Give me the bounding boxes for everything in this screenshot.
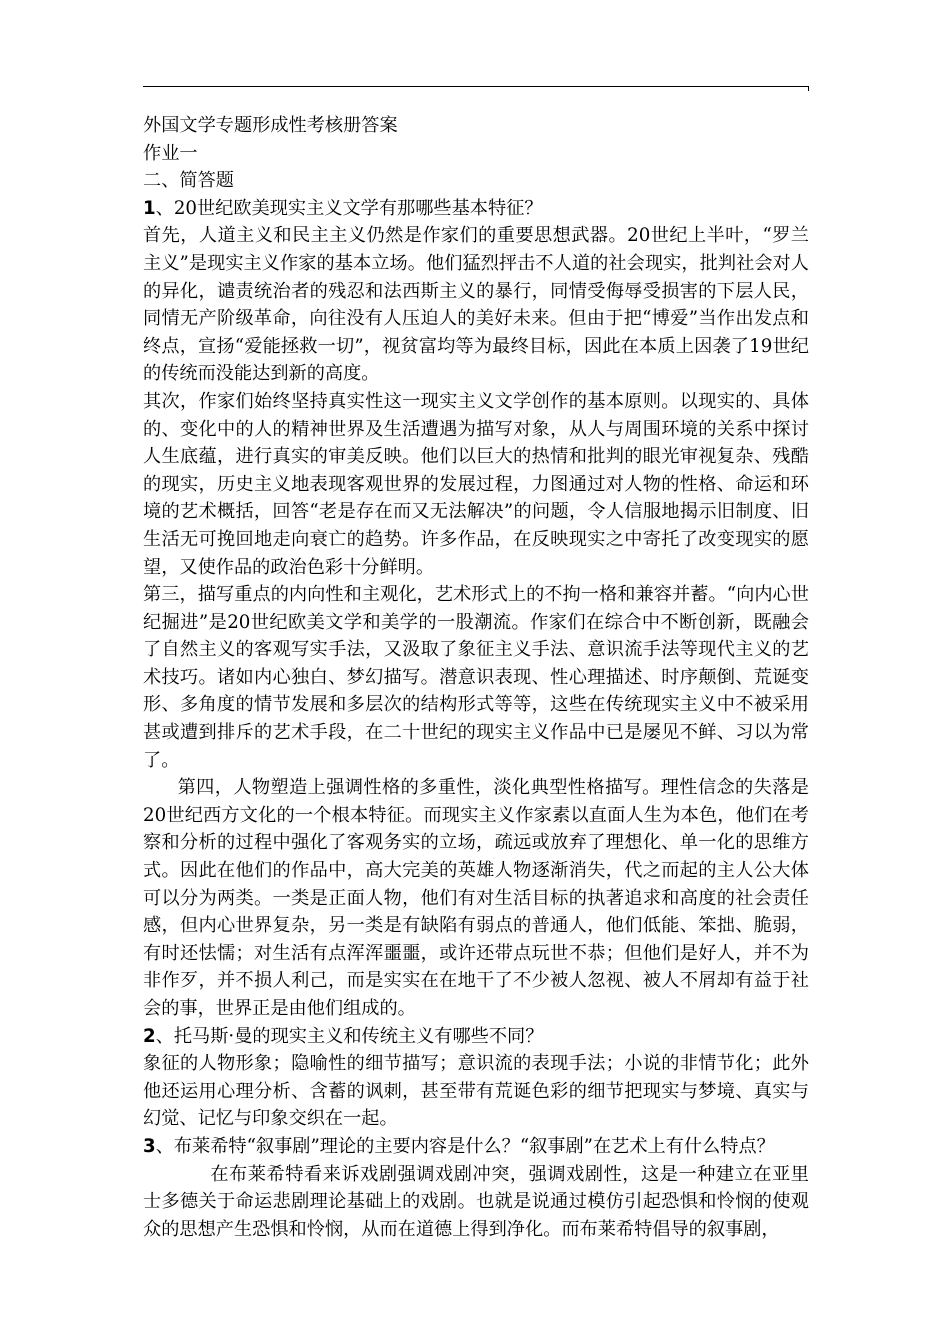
question-1 xyxy=(143,195,809,223)
document-title: 外国文学专题形成性考核册答案 xyxy=(143,115,398,136)
answer-paragraph: 首先，人道主义和民主主义仍然是作家们的重要思想武器。20世纪上半叶，“罗兰主义”是现实主义作家的基本立场。他们猛烈抨击不人道的社会现实，批判社会对人的异化，谴责统治者的残忍和法西斯主义的暴行，同情受侮辱受损害的下层人民，同情无产阶级革命，向往没有人压迫人的美好未来。但由于把“博爱”当作出发点和终点，宣扬“爱能拯救一切”，视贫富均等为最终目标，因此在本质上因袭了19世纪的传统而没能达到新的高度。 xyxy=(143,225,809,385)
document-body xyxy=(143,112,809,1243)
section-heading: 二、简答题 xyxy=(143,170,234,192)
answer-paragraph: 在布莱希特看来诉戏剧强调戏剧冲突，强调戏剧性，这是一种建立在亚里士多德关于命运悲剧理论基础上的戏剧。也就是说通过模仿引起恐惧和怜悯的使观众的思想产生恐惧和怜悯，从而在道德上得到净化。而布莱希特倡导的叙事剧， xyxy=(143,1163,809,1240)
question-number: 1 xyxy=(143,197,156,219)
header-rule xyxy=(143,86,809,87)
answer-paragraph: 第四，人物塑造上强调性格的多重性，淡化典型性格描写。理性信念的失落是20世纪西方文化的一个根本特征。而现实主义作家素以直面人生为本色，他们在考察和分析的过程中强化了客观务实的立场，疏远或放弃了理想化、单一化的思维方式。因此在他们的作品中，高大完美的英雄人物逐渐消失，代之而起的主人公大体可以分为两类。一类是正面人物，他们有对生活目标的执著追求和高度的社会责任感，但内心世界复杂，另一类是有缺陷有弱点的普通人，他们低能、笨拙、脆弱，有时还怯懦；对生活有点浑浑噩噩，或许还带点玩世不恭；但他们是好人，并不为非作歹，并不损人利己，而是实实在在地干了不少被人忽视、被人不屑却有益于社会的事，世界正是由他们组成的。 xyxy=(143,777,809,1019)
question-number: 3 xyxy=(143,1135,156,1157)
question-text: 、布莱希特“叙事剧”理论的主要内容是什么？“叙事剧”在艺术上有什么特点？ xyxy=(155,1135,775,1157)
question-3 xyxy=(143,1133,809,1161)
question-2 xyxy=(143,1023,809,1051)
assignment-label: 作业一 xyxy=(143,142,198,164)
question-text: 、20世纪欧美现实主义文学有那哪些基本特征？ xyxy=(155,197,543,219)
question-number: 2 xyxy=(143,1025,156,1047)
answer-paragraph: 第三，描写重点的内向性和主观化，艺术形式上的不拘一格和兼容并蓄。“向内心世纪掘进”是20世纪欧美文学和美学的一股潮流。作家们在综合中不断创新，既融会了自然主义的客观写实手法，又汲取了象征主义手法、意识流手法等现代主义的艺术技巧。诸如内心独白、梦幻描写。潜意识表现、性心理描述、时序颠倒、荒诞变形、多角度的情节发展和多层次的结构形式等等，这些在传统现实主义中不被采用甚或遭到排斥的艺术手段，在二十世纪的现实主义作品中已是屡见不鲜、习以为常了。 xyxy=(143,584,809,771)
header-rule-tick xyxy=(808,86,809,91)
question-text: 、托马斯·曼的现实主义和传统主义有哪些不同？ xyxy=(155,1025,544,1047)
answer-paragraph: 象征的人物形象；隐喻性的细节描写；意识流的表现手法；小说的非情节化；此外他还运用心理分析、含蓄的讽刺，甚至带有荒诞色彩的细节把现实与梦境、真实与幻觉、记忆与印象交织在一起。 xyxy=(143,1053,809,1130)
answer-paragraph: 其次，作家们始终坚持真实性这一现实主义文学创作的基本原则。以现实的、具体的、变化中的人的精神世界及生活遭遇为描写对象，从人与周围环境的关系中探讨人生底蕴，进行真实的审美反映。他们以巨大的热情和批判的眼光审视复杂、残酷的现实，历史主义地表现客观世界的发展过程，力图通过对人物的性格、命运和环境的艺术概括，回答“老是存在而又无法解决”的问题，令人信服地揭示旧制度、旧生活无可挽回地走向衰亡的趋势。许多作品，在反映现实之中寄托了改变现实的愿望，又使作品的政治色彩十分鲜明。 xyxy=(143,390,809,578)
